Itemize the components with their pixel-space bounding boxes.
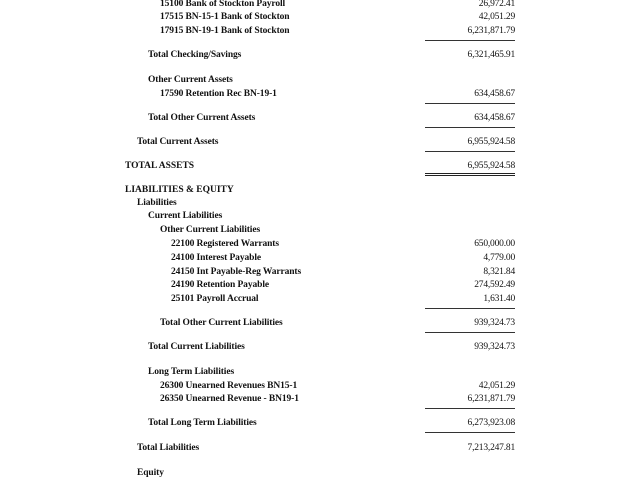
subtotal-rule	[425, 332, 515, 333]
account-row	[0, 380, 640, 392]
account-value: 274,592.49	[474, 280, 515, 290]
total-value: 6,321,465.91	[467, 50, 515, 60]
account-value: 42,051.29	[478, 12, 515, 22]
total-value: 6,955,924.58	[467, 137, 515, 147]
liabilities-heading: Liabilities	[137, 198, 177, 208]
account-value: 26,972.41	[478, 0, 515, 9]
account-label: 26300 Unearned Revenues BN15-1	[160, 381, 298, 391]
account-row	[0, 238, 640, 250]
account-value: 634,458.67	[474, 89, 515, 99]
account-label: 25101 Payroll Accrual	[171, 294, 259, 304]
total-label: Total Current Assets	[137, 137, 219, 147]
account-row	[0, 88, 640, 100]
total-label: Total Liabilities	[137, 443, 200, 453]
total-current-assets-row	[0, 136, 640, 148]
account-row	[0, 266, 640, 278]
account-row	[0, 279, 640, 291]
account-label: 22100 Registered Warrants	[171, 239, 279, 249]
section-heading-row	[0, 184, 640, 196]
subtotal-rule	[425, 127, 515, 128]
long-term-liabilities-heading: Long Term Liabilities	[148, 367, 235, 377]
account-label: 24190 Retention Payable	[171, 280, 269, 290]
subtotal-rule	[425, 432, 515, 433]
equity-heading: Equity	[137, 468, 164, 478]
section-heading-row	[0, 210, 640, 222]
total-other-current-assets-row	[0, 112, 640, 124]
total-assets-value: 6,955,924.58	[467, 161, 515, 171]
section-heading-row	[0, 467, 640, 479]
account-row	[0, 0, 640, 10]
total-label: Total Checking/Savings	[148, 50, 242, 60]
account-label: 17515 BN-15-1 Bank of Stockton	[160, 12, 290, 22]
account-value: 42,051.29	[478, 381, 515, 391]
account-label: 24100 Interest Payable	[171, 253, 261, 263]
other-current-liabilities-heading: Other Current Liabilities	[160, 225, 261, 235]
account-row	[0, 25, 640, 37]
total-value: 7,213,247.81	[467, 443, 515, 453]
total-current-liabilities-row	[0, 341, 640, 353]
account-value: 8,321.84	[483, 267, 515, 277]
account-label: 26350 Unearned Revenue - BN19-1	[160, 394, 299, 404]
subtotal-rule	[425, 151, 515, 152]
subtotal-rule	[425, 40, 515, 41]
account-value: 4,779.00	[483, 253, 515, 263]
section-heading-row	[0, 366, 640, 378]
section-heading-row	[0, 197, 640, 209]
subtotal-rule	[425, 408, 515, 409]
total-other-current-liabilities-row	[0, 317, 640, 329]
account-label: 17590 Retention Rec BN-19-1	[160, 89, 277, 99]
total-long-term-liabilities-row	[0, 417, 640, 429]
account-row	[0, 252, 640, 264]
section-heading-row	[0, 74, 640, 86]
total-assets-label: TOTAL ASSETS	[125, 161, 195, 171]
total-label: Total Current Liabilities	[148, 342, 245, 352]
total-label: Total Long Term Liabilities	[148, 418, 257, 428]
account-row	[0, 393, 640, 405]
current-liabilities-heading: Current Liabilities	[148, 211, 223, 221]
subtotal-rule	[425, 308, 515, 309]
account-row	[0, 11, 640, 23]
account-value: 6,231,871.79	[467, 394, 515, 404]
total-value: 939,324.73	[474, 342, 515, 352]
account-value: 6,231,871.79	[467, 26, 515, 36]
account-row	[0, 293, 640, 305]
account-value: 650,000.00	[474, 239, 515, 249]
subtotal-rule	[425, 103, 515, 104]
account-label: 24150 Int Payable-Reg Warrants	[171, 267, 302, 277]
liabilities-equity-heading: LIABILITIES & EQUITY	[125, 185, 234, 195]
total-liabilities-row	[0, 442, 640, 454]
account-label: 15100 Bank of Stockton Payroll	[160, 0, 286, 9]
total-checking-row	[0, 49, 640, 61]
total-value: 634,458.67	[474, 113, 515, 123]
total-label: Total Other Current Liabilities	[160, 318, 283, 328]
total-label: Total Other Current Assets	[148, 113, 256, 123]
total-value: 6,273,923.08	[467, 418, 515, 428]
section-heading-row	[0, 224, 640, 236]
account-label: 17915 BN-19-1 Bank of Stockton	[160, 26, 290, 36]
total-value: 939,324.73	[474, 318, 515, 328]
total-assets-row	[0, 160, 640, 172]
account-value: 1,631.40	[483, 294, 515, 304]
other-current-assets-heading: Other Current Assets	[148, 75, 233, 85]
grand-total-double-rule	[425, 173, 515, 176]
